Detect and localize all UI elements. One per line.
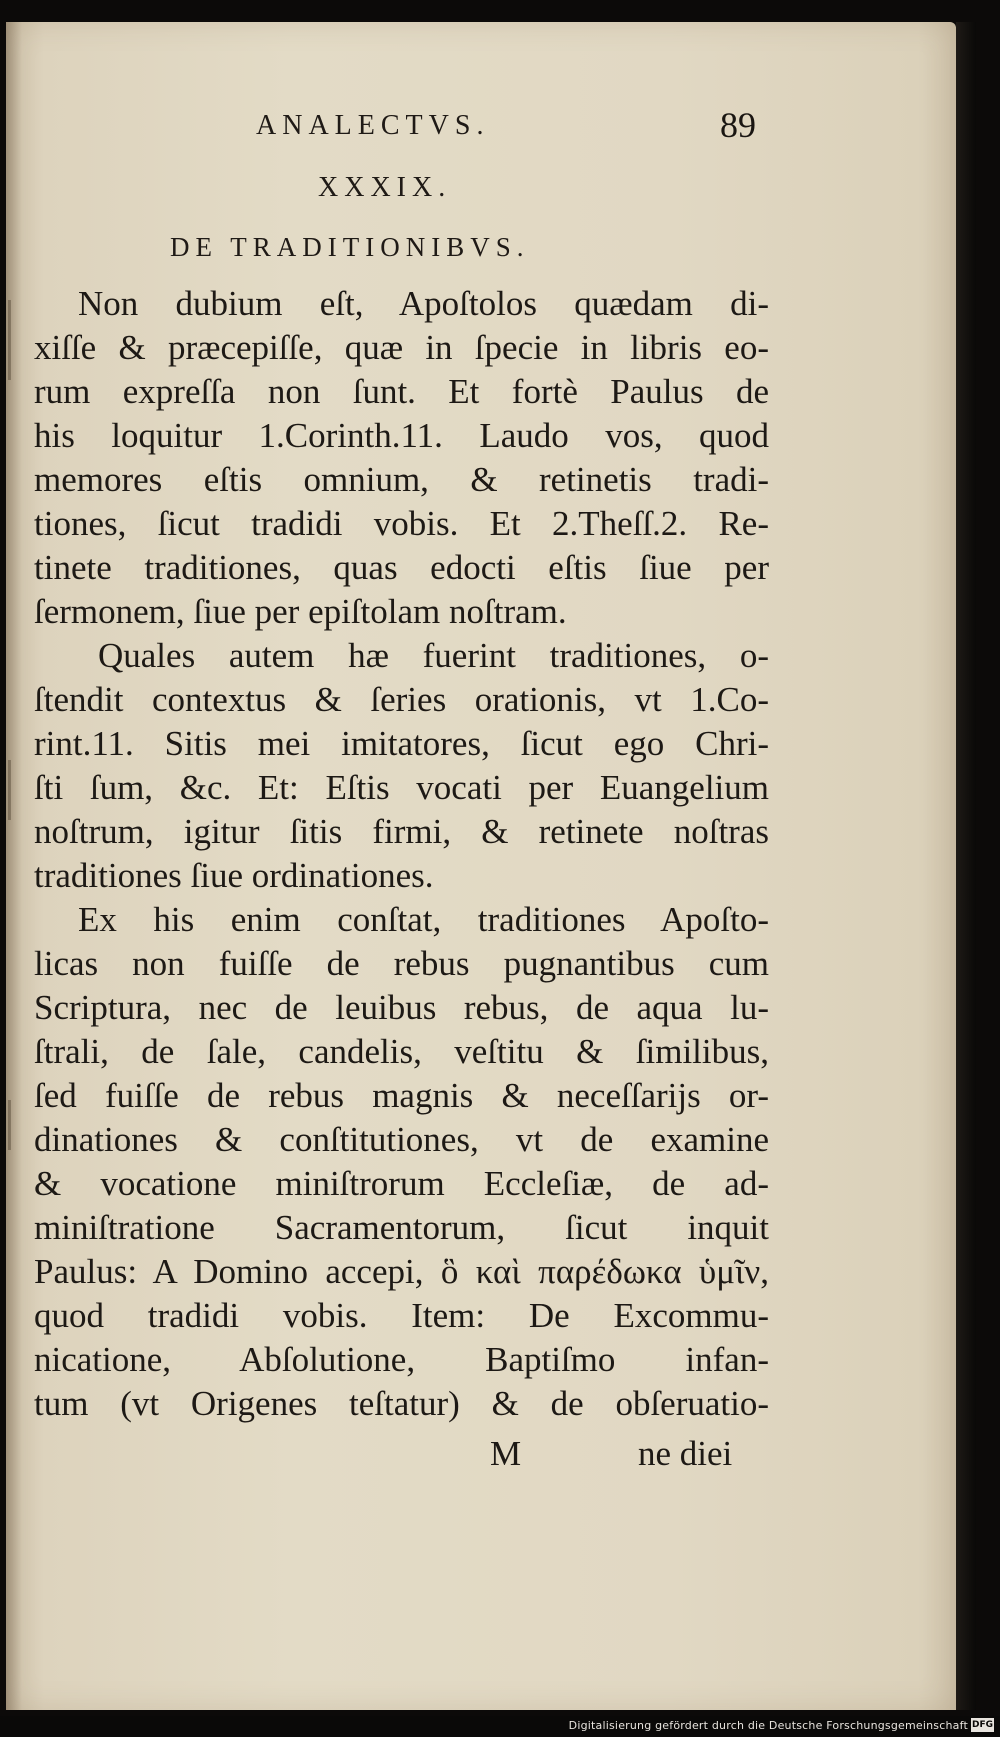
text-line: quod tradidi vobis. Item: De Excommu- bbox=[34, 1296, 769, 1335]
chapter-number: XXXIX. bbox=[318, 172, 452, 203]
running-head: ANALECTVS. bbox=[256, 110, 490, 141]
digitization-credit: Digitalisierung gefördert durch die Deutsche Forschungsgemeinschaft bbox=[568, 1719, 968, 1732]
text-line: Scriptura, nec de leuibus rebus, de aqua lu- bbox=[34, 988, 769, 1027]
text-line: licas non fuiſſe de rebus pugnantibus cum bbox=[34, 944, 769, 983]
paragraph bbox=[34, 898, 769, 1426]
paragraph bbox=[34, 282, 769, 634]
text-line: ſti ſum, &c. Et: Eſtis vocati per Euangelium bbox=[34, 768, 769, 807]
text-line: tinete traditiones, quas edocti eſtis ſiue per bbox=[34, 548, 769, 587]
text-line: tum (vt Origenes teſtatur) & de obſeruatio- bbox=[34, 1384, 769, 1423]
margin-stain bbox=[8, 300, 11, 380]
paragraph bbox=[34, 634, 769, 898]
text-line: xiſſe & præcepiſſe, quæ in ſpecie in libris eo- bbox=[34, 328, 769, 367]
text-line: his loquitur 1.Corinth.11. Laudo vos, quod bbox=[34, 416, 769, 455]
margin-stain bbox=[8, 760, 11, 820]
body-text bbox=[34, 282, 769, 1426]
catchword: ne diei bbox=[638, 1434, 733, 1473]
text-line: nicatione, Abſolutione, Baptiſmo infan- bbox=[34, 1340, 769, 1379]
dfg-logo-icon: DFG bbox=[971, 1720, 993, 1730]
page-edge bbox=[956, 22, 976, 1710]
section-title: DE TRADITIONIBVS. bbox=[170, 232, 530, 262]
text-line: noſtrum, igitur ſitis firmi, & retinete noſtras bbox=[34, 812, 769, 851]
text-line: & vocatione miniſtrorum Eccleſiæ, de ad- bbox=[34, 1164, 769, 1203]
text-line: memores eſtis omnium, & retinetis tradi- bbox=[34, 460, 769, 499]
text-line: dinationes & conſtitutiones, vt de examine bbox=[34, 1120, 769, 1159]
text-line: miniſtratione Sacramentorum, ſicut inquit bbox=[34, 1208, 769, 1247]
text-line: ſtrali, de ſale, candelis, veſtitu & ſimilibus, bbox=[34, 1032, 769, 1071]
text-line: ſed fuiſſe de rebus magnis & neceſſarijs or- bbox=[34, 1076, 769, 1115]
text-line: Quales autem hæ fuerint traditiones, o- bbox=[98, 636, 769, 675]
margin-stain bbox=[8, 1100, 11, 1150]
text-line: Ex his enim conſtat, traditiones Apoſto- bbox=[78, 900, 769, 939]
text-line: tiones, ſicut tradidi vobis. Et 2.Theſſ.2. Re- bbox=[34, 504, 769, 543]
text-line: rum expreſſa non ſunt. Et fortè Paulus de bbox=[34, 372, 769, 411]
text-line: traditiones ſiue ordinationes. bbox=[34, 856, 434, 895]
page-footer-line bbox=[34, 1432, 769, 1476]
text-line: ſermonem, ſiue per epiſtolam noſtram. bbox=[34, 592, 567, 631]
text-line: ſtendit contextus & ſeries orationis, vt 1.Co- bbox=[34, 680, 769, 719]
text-line: Non dubium eſt, Apoſtolos quædam di- bbox=[78, 284, 769, 323]
signature-mark: M bbox=[490, 1434, 522, 1473]
text-line: rint.11. Sitis mei imitatores, ſicut ego Chri- bbox=[34, 724, 769, 763]
text-line: Paulus: A Domino accepi, ὃ καὶ παρέδωκα ὑμῖν, bbox=[34, 1252, 769, 1291]
page-number: 89 bbox=[720, 105, 756, 145]
